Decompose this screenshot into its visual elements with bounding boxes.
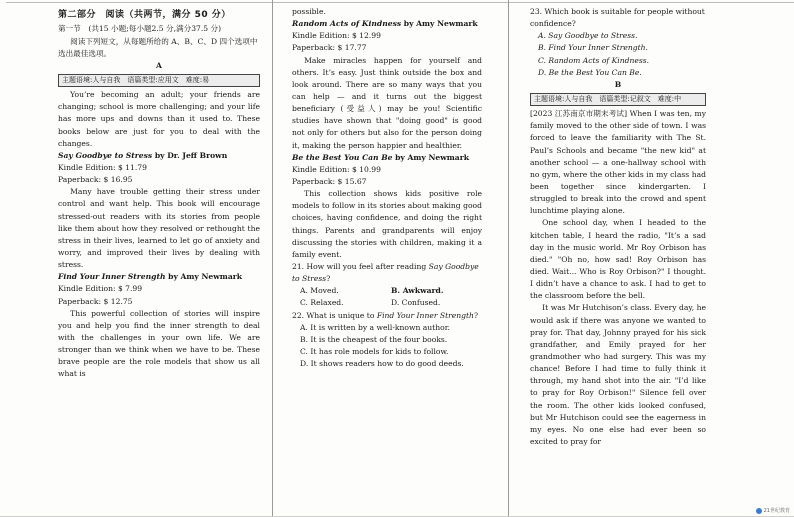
book1-title: Say Goodbye to Stress bbox=[58, 150, 153, 160]
book2-author: by Amy Newmark bbox=[165, 272, 243, 282]
book2-heading bbox=[58, 271, 260, 283]
passage-intro: You’re becoming an adult; your friends are changing; school is more challenging; and your life has more ups and downs than it used to. These books below are just for you to deal with the changes. bbox=[58, 90, 260, 148]
q23-option-c[interactable]: C. Random Acts of Kindness. bbox=[538, 55, 650, 65]
column-3 bbox=[530, 6, 706, 448]
watermark bbox=[756, 507, 790, 514]
book4-kindle: Kindle Edition: $ 10.99 bbox=[292, 164, 381, 174]
book4-heading bbox=[292, 152, 482, 164]
top-rule bbox=[6, 2, 794, 3]
q22-option-a[interactable]: A. It is written by a well-known author. bbox=[300, 322, 450, 332]
info-box-a: 主题语境:人与自我 语篇类型:应用文 难度:易 bbox=[58, 74, 260, 87]
info-box-b: 主题语境:人与自我 语篇类型:记叙文 难度:中 bbox=[530, 93, 706, 106]
q23-option-d[interactable]: D. Be the Best You Can Be. bbox=[538, 67, 642, 77]
continued-text: possible. bbox=[292, 7, 326, 16]
q21-option-d[interactable]: D. Confused. bbox=[391, 298, 441, 308]
book1-description: Many have trouble getting their stress under control and want help. This book will encourage stressed-out readers with its stories from people like them about how they resolved or rethought the stress in their lives, learned to let go of anxiety and worry, and improved their lives by dealing with stress. bbox=[58, 187, 260, 270]
book4-title: Be the Best You Can Be bbox=[292, 152, 393, 162]
book1-kindle: Kindle Edition: $ 11.79 bbox=[58, 162, 147, 172]
q21-options-row2 bbox=[292, 297, 482, 309]
q22-stem-book: Find Your Inner Strength bbox=[376, 310, 474, 320]
passage-b-para1: [2023 江苏南京市期末考试] When I was ten, my family moved to the other side of town. I was forced to leave the familiarity with The St. Paul’s Schools and became "the new kid" at another school — a one-hallway school with no gym, where the other kids in my class had been together since kindergarten. I struggled to break into the crowd and spent lunchtime playing alone. bbox=[530, 109, 706, 216]
q22-stem-text: 22. What is unique to bbox=[292, 310, 377, 320]
q22-option-d[interactable]: D. It shows readers how to do good deeds. bbox=[300, 359, 464, 369]
q21-stem-book: Say Goodbye to Stress bbox=[292, 261, 479, 284]
book4-paperback: Paperback: $ 15.67 bbox=[292, 176, 367, 186]
book2-kindle: Kindle Edition: $ 7.99 bbox=[58, 284, 143, 294]
book4-author: by Amy Newmark bbox=[392, 152, 469, 162]
book3-description: Make miracles happen for yourself and others. It’s easy. Just think outside the box and look around. There are so many ways that you can help — and it turns out the biggest beneficiary (受益人) may be you! Scientific studies have shown that "doing good" is good not only for others but also for the person doing it, making the person happier and healthier. bbox=[292, 55, 482, 150]
book3-paperback: Paperback: $ 17.77 bbox=[292, 43, 367, 53]
q21-stem-end: ? bbox=[326, 274, 331, 284]
book1-paperback: Paperback: $ 16.95 bbox=[58, 175, 133, 185]
book3-title: Random Acts of Kindness bbox=[292, 19, 402, 29]
q22-option-b[interactable]: B. It is the cheapest of the four books. bbox=[300, 334, 448, 344]
book3-kindle: Kindle Edition: $ 12.99 bbox=[292, 31, 381, 41]
column-2 bbox=[292, 6, 482, 370]
question-22-stem bbox=[292, 310, 482, 322]
book2-paperback: Paperback: $ 12.75 bbox=[58, 296, 133, 306]
watermark-text: 21世纪教育 bbox=[763, 508, 790, 514]
book3-heading bbox=[292, 18, 482, 30]
book1-author: by Dr. Jeff Brown bbox=[152, 150, 228, 160]
column-divider-left bbox=[272, 0, 273, 517]
passage-b-para2: One school day, when I headed to the kitchen table, I heard the radio, "It’s a sad day in the music world. Mr Roy Orbison has died." "Oh no, how sad! Roy Orbison has died. Wait... Who is Roy Orbison?" I thought. I didn’t have a chance to ask. I had to get to the classroom before the bell. bbox=[530, 218, 706, 301]
question-23-stem: 23. Which book is suitable for people without confidence? bbox=[530, 7, 705, 29]
column-1 bbox=[58, 8, 260, 381]
q21-option-b[interactable]: B. Awkward. bbox=[391, 286, 444, 296]
column-divider-right bbox=[508, 0, 509, 517]
book4-description: This collection shows kids positive role models to follow in its stories about making good choices, having confidence, and doing the right things. Parents and grandparents will enjoy discussing the stories with children, making it a family event. bbox=[292, 189, 482, 259]
book2-title: Find Your Inner Strength bbox=[58, 272, 166, 282]
book1-heading bbox=[58, 150, 260, 162]
q22-option-c[interactable]: C. It has role models for kids to follow. bbox=[300, 346, 449, 356]
q21-option-a[interactable]: A. Moved. bbox=[300, 286, 339, 296]
q23-option-b[interactable]: B. Find Your Inner Strength. bbox=[538, 43, 648, 53]
q21-stem-text: 21. How will you feel after reading bbox=[292, 261, 429, 271]
q23-option-a[interactable]: A. Say Goodbye to Stress. bbox=[538, 31, 638, 41]
passage-label-a: A bbox=[156, 60, 162, 70]
part-title: 第二部分 阅读（共两节，满分 50 分） bbox=[58, 10, 231, 20]
q22-stem-end: ? bbox=[473, 310, 479, 320]
passage-b-para3: It was Mr Hutchison’s class. Every day, he would ask if there was anyone we wanted to pray for. That day, Johnny prayed for his sick grandfather, and Emily prayed for her grandmother who had surgery. This was my chance! Before I had time to fully think it through, my hand shot into the air. "I’d like to pray for Roy Orbison!" Silence fell over the room. The other kids looked confused, but Mr Hutchison could see the eagerness in my eyes. No one else had ever been so excited to pray for bbox=[530, 303, 706, 446]
q21-option-c[interactable]: C. Relaxed. bbox=[300, 298, 344, 308]
q21-options-row1 bbox=[292, 285, 482, 297]
section-title: 第一节 (共15 小题;每小题2.5 分,满分37.5 分) bbox=[58, 24, 222, 34]
question-21-stem bbox=[292, 261, 482, 285]
book2-description: This powerful collection of stories will inspire you and help you find the inner strength to deal with the challenges in your own life. We are stronger than we think when we have to be. These brave people are the role models that show us all what is bbox=[58, 308, 260, 379]
instructions: 阅读下列短文，从每题所给的 A、B、C、D 四个选项中选出最佳选项。 bbox=[58, 36, 258, 58]
passage-label-b: B bbox=[614, 79, 622, 89]
book3-author: by Amy Newmark bbox=[401, 19, 478, 29]
watermark-logo-icon bbox=[756, 508, 762, 514]
